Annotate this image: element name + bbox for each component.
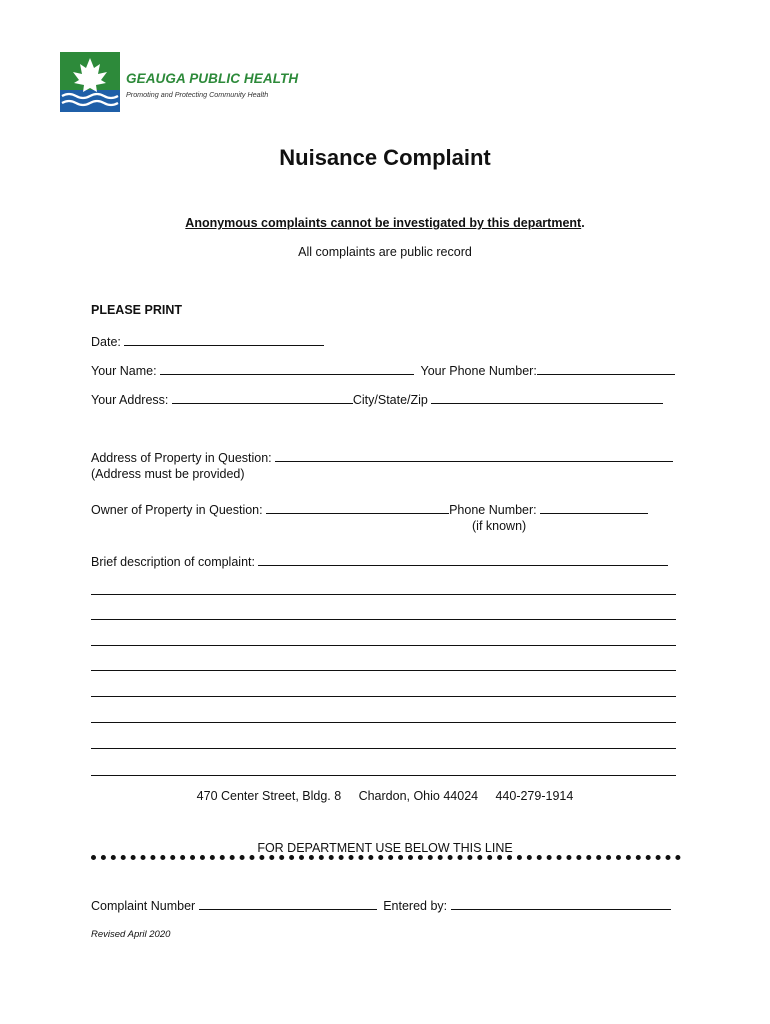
- entered-by-label: Entered by:: [383, 899, 448, 913]
- department-row: [91, 897, 671, 914]
- owner-phone-note: (if known): [472, 519, 527, 533]
- footer-address: 470 Center Street, Bldg. 8 Chardon, Ohio 44024 440-279-1914: [196, 789, 574, 803]
- description-line[interactable]: [91, 748, 676, 749]
- please-print-heading: PLEASE PRINT: [91, 303, 182, 317]
- revision-note: Revised April 2020: [91, 929, 171, 940]
- description-line[interactable]: [91, 594, 676, 595]
- anonymous-notice-period: .: [581, 216, 585, 230]
- property-address-label: Address of Property in Question:: [91, 451, 272, 465]
- brand-tagline: Promoting and Protecting Community Health: [126, 90, 269, 99]
- entered-by-field[interactable]: [451, 897, 671, 910]
- property-address-note: (Address must be provided): [91, 467, 245, 481]
- description-line[interactable]: [91, 645, 676, 646]
- description-label: Brief description of complaint:: [91, 555, 255, 569]
- address-row: [91, 391, 663, 408]
- complaint-number-label: Complaint Number: [91, 899, 196, 913]
- city-state-zip-label: City/State/Zip: [352, 393, 428, 407]
- city-state-zip-field[interactable]: [431, 391, 663, 404]
- date-label: Date:: [91, 335, 121, 349]
- description-line[interactable]: [91, 775, 676, 776]
- page-title: Nuisance Complaint: [279, 145, 491, 170]
- brand-name: GEAUGA PUBLIC HEALTH: [126, 71, 299, 86]
- your-name-field[interactable]: [160, 362, 414, 375]
- name-row: [91, 362, 675, 379]
- your-phone-label: Your Phone Number:: [420, 364, 537, 378]
- date-field[interactable]: [124, 333, 324, 346]
- complaint-number-field[interactable]: [199, 897, 377, 910]
- maple-leaf-water-icon: [60, 52, 120, 112]
- description-line[interactable]: [91, 722, 676, 723]
- description-line[interactable]: [91, 619, 676, 620]
- department-use-heading: FOR DEPARTMENT USE BELOW THIS LINE: [257, 841, 513, 855]
- description-field[interactable]: [258, 553, 668, 566]
- owner-label: Owner of Property in Question:: [91, 503, 263, 517]
- owner-phone-field[interactable]: [540, 501, 648, 514]
- description-line[interactable]: [91, 696, 676, 697]
- your-phone-field[interactable]: [537, 362, 675, 375]
- property-address-row: [91, 449, 673, 466]
- property-address-field[interactable]: [275, 449, 673, 462]
- description-row: [91, 553, 668, 570]
- your-name-label: Your Name:: [91, 364, 157, 378]
- anonymous-notice: [0, 216, 770, 230]
- owner-field[interactable]: [266, 501, 449, 514]
- owner-phone-label: Phone Number:: [449, 503, 537, 517]
- dotted-divider: [91, 855, 681, 860]
- description-line[interactable]: [91, 670, 676, 671]
- owner-row: [91, 501, 648, 518]
- your-address-field[interactable]: [172, 391, 353, 404]
- public-record-notice: All complaints are public record: [298, 245, 472, 259]
- your-address-label: Your Address:: [91, 393, 169, 407]
- date-row: [91, 333, 324, 350]
- anonymous-notice-text: Anonymous complaints cannot be investigated by this department: [185, 216, 582, 230]
- geauga-logo: [60, 52, 300, 112]
